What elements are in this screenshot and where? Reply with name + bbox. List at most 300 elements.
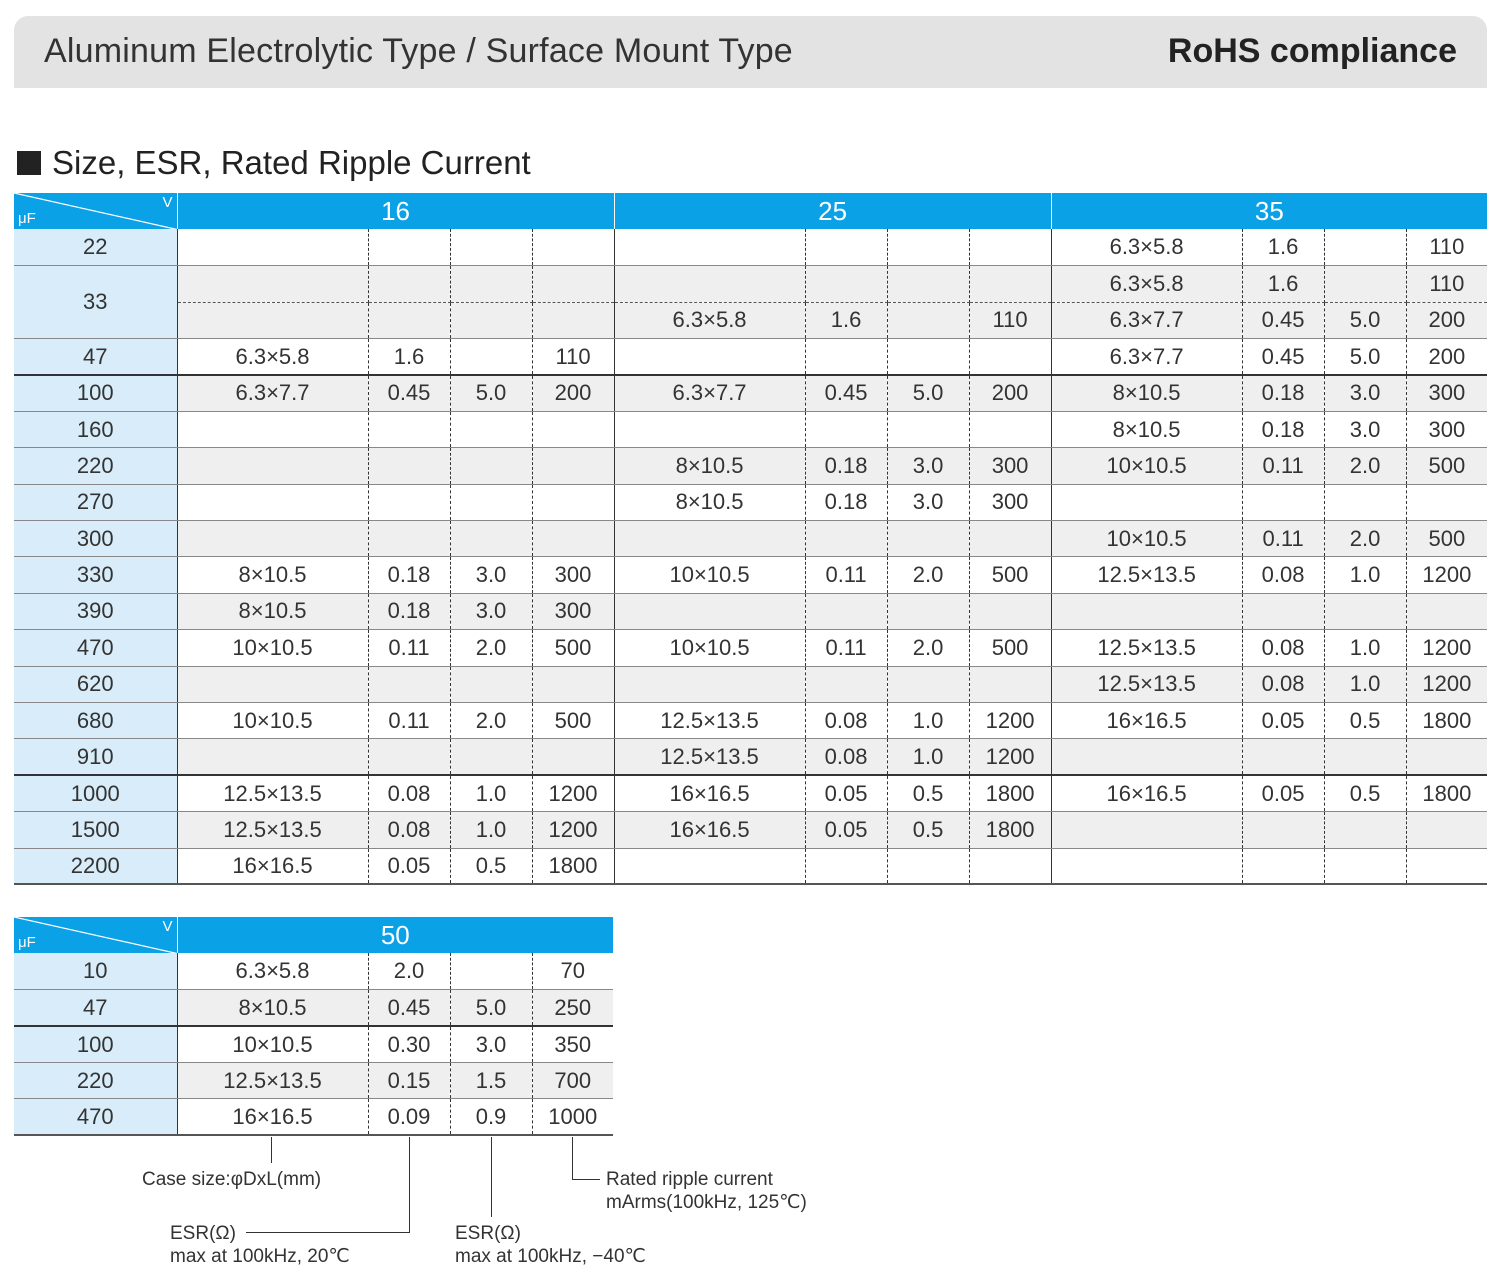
ripple-current-cell: 200 <box>1406 302 1487 338</box>
table-row <box>14 666 1487 702</box>
esr-20c-cell <box>368 411 450 447</box>
table-row <box>14 990 613 1026</box>
esr-minus40c-cell: 3.0 <box>887 448 969 484</box>
case-size-cell <box>614 229 805 265</box>
ripple-current-cell: 1800 <box>532 848 614 884</box>
ripple-current-cell <box>532 666 614 702</box>
ripple-current-cell: 200 <box>532 375 614 411</box>
ripple-current-cell: 500 <box>1406 448 1487 484</box>
esr-20c-cell: 1.6 <box>1242 266 1324 302</box>
esr-minus40c-cell: 5.0 <box>1324 339 1406 375</box>
case-size-cell: 10×10.5 <box>614 557 805 593</box>
ripple-current-cell <box>1406 848 1487 884</box>
esr-minus40c-cell <box>887 666 969 702</box>
case-size-cell: 8×10.5 <box>1051 375 1242 411</box>
table-row <box>14 266 1487 302</box>
ripple-current-cell: 70 <box>532 953 613 989</box>
legend-esrm40-line1: ESR(Ω) <box>455 1223 521 1244</box>
ripple-current-cell <box>969 848 1051 884</box>
case-size-cell: 12.5×13.5 <box>177 812 368 848</box>
table-row <box>14 411 1487 447</box>
ripple-current-cell <box>532 411 614 447</box>
esr-minus40c-cell <box>450 411 532 447</box>
esr-20c-cell: 0.11 <box>368 630 450 666</box>
esr-minus40c-cell <box>1324 739 1406 775</box>
esr-minus40c-cell <box>887 302 969 338</box>
esr-minus40c-cell: 0.5 <box>1324 775 1406 811</box>
esr-minus40c-cell: 1.0 <box>450 812 532 848</box>
legend-esr20-line1: ESR(Ω) <box>170 1223 236 1244</box>
ripple-current-cell: 1200 <box>532 775 614 811</box>
esr-20c-cell <box>805 339 887 375</box>
ripple-current-cell <box>969 266 1051 302</box>
corner-header <box>14 193 177 229</box>
case-size-cell: 12.5×13.5 <box>1051 666 1242 702</box>
capacitance-cell: 390 <box>14 593 177 629</box>
esr-20c-cell: 0.18 <box>1242 375 1324 411</box>
esr-minus40c-cell: 2.0 <box>450 630 532 666</box>
esr-minus40c-cell <box>450 229 532 265</box>
legend-case-size: Case size:φDxL(mm) <box>142 1169 322 1190</box>
capacitance-cell: 100 <box>14 375 177 411</box>
esr-20c-cell: 0.08 <box>368 775 450 811</box>
esr-minus40c-cell <box>887 848 969 884</box>
esr-20c-cell <box>368 229 450 265</box>
capacitance-cell: 300 <box>14 521 177 557</box>
case-size-cell: 8×10.5 <box>177 557 368 593</box>
esr-minus40c-cell: 1.0 <box>887 739 969 775</box>
esr-20c-cell <box>368 484 450 520</box>
esr-minus40c-cell: 1.0 <box>1324 666 1406 702</box>
case-size-cell: 16×16.5 <box>614 812 805 848</box>
esr-minus40c-cell <box>1324 593 1406 629</box>
esr-20c-cell <box>368 266 450 302</box>
esr-20c-cell: 0.11 <box>1242 521 1324 557</box>
esr-minus40c-cell: 3.0 <box>450 1026 532 1062</box>
esr-minus40c-cell <box>887 411 969 447</box>
corner-v-label: V <box>162 918 173 935</box>
esr-20c-cell <box>368 739 450 775</box>
esr-20c-cell: 0.45 <box>1242 302 1324 338</box>
case-size-cell <box>614 411 805 447</box>
esr-minus40c-cell: 5.0 <box>887 375 969 411</box>
ripple-current-cell: 700 <box>532 1063 613 1099</box>
voltage-header-16: 16 <box>177 193 614 229</box>
capacitance-cell: 680 <box>14 702 177 738</box>
capacitance-cell: 620 <box>14 666 177 702</box>
esr-minus40c-cell: 3.0 <box>1324 411 1406 447</box>
table-row <box>14 229 1487 265</box>
ripple-current-cell: 110 <box>1406 266 1487 302</box>
esr-20c-cell: 2.0 <box>368 953 450 989</box>
case-size-cell: 16×16.5 <box>177 1099 368 1135</box>
esr-minus40c-cell: 1.0 <box>450 775 532 811</box>
case-size-cell: 6.3×7.7 <box>614 375 805 411</box>
esr-minus40c-cell <box>1324 484 1406 520</box>
ripple-current-cell: 300 <box>969 484 1051 520</box>
ripple-current-cell: 1200 <box>969 739 1051 775</box>
case-size-cell: 12.5×13.5 <box>177 1063 368 1099</box>
table-row <box>14 484 1487 520</box>
esr-minus40c-cell <box>1324 848 1406 884</box>
diagonal-line-icon <box>14 917 177 953</box>
capacitance-cell: 100 <box>14 1026 177 1062</box>
esr-20c-cell: 0.18 <box>805 484 887 520</box>
diagonal-line-icon <box>14 193 177 229</box>
capacitance-cell: 160 <box>14 411 177 447</box>
esr-20c-cell: 0.45 <box>368 375 450 411</box>
esr-20c-cell: 1.6 <box>1242 229 1324 265</box>
case-size-cell: 10×10.5 <box>614 630 805 666</box>
ripple-current-cell: 300 <box>969 448 1051 484</box>
table-row <box>14 702 1487 738</box>
case-size-cell <box>177 666 368 702</box>
case-size-cell: 16×16.5 <box>1051 775 1242 811</box>
esr-20c-cell <box>368 521 450 557</box>
esr-minus40c-cell <box>1324 266 1406 302</box>
ripple-current-cell <box>969 521 1051 557</box>
esr-20c-cell: 0.11 <box>368 702 450 738</box>
ripple-current-cell <box>532 521 614 557</box>
case-size-cell: 12.5×13.5 <box>1051 630 1242 666</box>
esr-minus40c-cell: 2.0 <box>1324 521 1406 557</box>
esr-20c-cell: 0.45 <box>368 990 450 1026</box>
esr-20c-cell <box>368 302 450 338</box>
ripple-current-cell: 110 <box>532 339 614 375</box>
esr-minus40c-cell <box>887 266 969 302</box>
table-row <box>14 593 1487 629</box>
ripple-current-cell <box>1406 812 1487 848</box>
case-size-cell: 6.3×5.8 <box>614 302 805 338</box>
ripple-current-cell <box>969 666 1051 702</box>
case-size-cell <box>614 521 805 557</box>
esr-minus40c-cell: 3.0 <box>450 593 532 629</box>
ripple-current-cell: 1800 <box>969 775 1051 811</box>
esr-20c-cell: 0.11 <box>805 557 887 593</box>
esr-20c-cell: 0.05 <box>1242 702 1324 738</box>
ripple-current-cell <box>1406 484 1487 520</box>
ripple-current-cell: 1200 <box>1406 666 1487 702</box>
case-size-cell <box>177 521 368 557</box>
esr-minus40c-cell <box>450 521 532 557</box>
esr-minus40c-cell: 3.0 <box>450 557 532 593</box>
header-title: Aluminum Electrolytic Type / Surface Mount Type <box>44 32 793 70</box>
esr-20c-cell: 0.18 <box>368 593 450 629</box>
esr-20c-cell <box>805 266 887 302</box>
ripple-current-cell: 1800 <box>969 812 1051 848</box>
case-size-cell: 6.3×5.8 <box>177 953 368 989</box>
ripple-current-cell <box>1406 739 1487 775</box>
corner-uf-label: μF <box>18 210 36 228</box>
ripple-current-cell: 1000 <box>532 1099 613 1135</box>
case-size-cell: 12.5×13.5 <box>614 739 805 775</box>
esr-minus40c-cell: 0.9 <box>450 1099 532 1135</box>
capacitance-cell: 2200 <box>14 848 177 884</box>
case-size-cell <box>1051 848 1242 884</box>
table-row <box>14 1099 613 1135</box>
esr-20c-cell: 0.08 <box>1242 630 1324 666</box>
esr-minus40c-cell <box>450 339 532 375</box>
rohs-label: RoHS compliance <box>1167 32 1457 70</box>
ripple-current-cell: 350 <box>532 1026 613 1062</box>
ripple-current-cell: 1200 <box>1406 630 1487 666</box>
esr-20c-cell: 0.45 <box>805 375 887 411</box>
ripple-current-cell <box>969 593 1051 629</box>
case-size-cell: 6.3×5.8 <box>1051 229 1242 265</box>
leader-line-esrm40 <box>491 1137 492 1217</box>
esr-20c-cell: 0.05 <box>1242 775 1324 811</box>
ripple-current-cell <box>532 484 614 520</box>
case-size-cell: 6.3×7.7 <box>177 375 368 411</box>
section-heading-text: Size, ESR, Rated Ripple Current <box>52 144 531 181</box>
capacitance-cell: 47 <box>14 990 177 1026</box>
legend-ripple <box>606 1168 807 1214</box>
capacitance-cell: 470 <box>14 630 177 666</box>
esr-20c-cell: 0.11 <box>1242 448 1324 484</box>
ripple-current-cell <box>532 448 614 484</box>
esr-minus40c-cell: 5.0 <box>1324 302 1406 338</box>
table-row <box>14 739 1487 775</box>
case-size-cell: 6.3×7.7 <box>1051 302 1242 338</box>
case-size-cell: 10×10.5 <box>1051 448 1242 484</box>
esr-20c-cell: 0.08 <box>805 739 887 775</box>
esr-20c-cell: 0.05 <box>805 812 887 848</box>
esr-minus40c-cell: 0.5 <box>887 775 969 811</box>
capacitance-cell: 330 <box>14 557 177 593</box>
page-header <box>14 16 1487 88</box>
esr-minus40c-cell: 5.0 <box>450 375 532 411</box>
case-size-cell <box>177 411 368 447</box>
case-size-cell <box>177 266 368 302</box>
legend-ripple-line2: mArms(100kHz, 125℃) <box>606 1192 807 1213</box>
ripple-current-cell: 110 <box>1406 229 1487 265</box>
table-row <box>14 448 1487 484</box>
case-size-cell: 8×10.5 <box>614 448 805 484</box>
corner-header <box>14 917 177 953</box>
case-size-cell: 6.3×5.8 <box>1051 266 1242 302</box>
ripple-current-cell: 500 <box>969 557 1051 593</box>
esr-20c-cell: 1.6 <box>805 302 887 338</box>
esr-minus40c-cell <box>450 266 532 302</box>
case-size-cell <box>1051 593 1242 629</box>
esr-20c-cell: 0.18 <box>805 448 887 484</box>
esr-20c-cell: 0.05 <box>368 848 450 884</box>
ripple-current-cell: 300 <box>532 593 614 629</box>
esr-minus40c-cell: 2.0 <box>450 702 532 738</box>
esr-minus40c-cell: 2.0 <box>887 630 969 666</box>
corner-uf-label: μF <box>18 934 36 952</box>
esr-minus40c-cell: 1.0 <box>887 702 969 738</box>
esr-20c-cell: 0.08 <box>1242 557 1324 593</box>
capacitance-cell: 10 <box>14 953 177 989</box>
ripple-current-cell: 200 <box>969 375 1051 411</box>
case-size-cell <box>1051 484 1242 520</box>
case-size-cell: 10×10.5 <box>177 702 368 738</box>
esr-20c-cell: 0.05 <box>805 775 887 811</box>
case-size-cell: 16×16.5 <box>614 775 805 811</box>
esr-20c-cell: 0.18 <box>1242 411 1324 447</box>
case-size-cell: 16×16.5 <box>177 848 368 884</box>
ripple-current-cell <box>1406 593 1487 629</box>
case-size-cell <box>1051 812 1242 848</box>
case-size-cell <box>1051 739 1242 775</box>
esr-20c-cell: 0.45 <box>1242 339 1324 375</box>
ripple-current-cell: 500 <box>1406 521 1487 557</box>
ripple-current-cell <box>532 229 614 265</box>
leader-line-ripple-v <box>572 1137 573 1180</box>
ripple-current-cell: 1200 <box>969 702 1051 738</box>
esr-20c-cell <box>805 848 887 884</box>
esr-20c-cell <box>368 666 450 702</box>
case-size-cell: 12.5×13.5 <box>177 775 368 811</box>
esr-20c-cell: 0.18 <box>368 557 450 593</box>
case-size-cell <box>177 739 368 775</box>
table-row <box>14 848 1487 884</box>
esr-20c-cell: 0.08 <box>1242 666 1324 702</box>
esr-20c-cell: 0.09 <box>368 1099 450 1135</box>
esr-20c-cell <box>1242 739 1324 775</box>
ripple-current-cell: 1200 <box>1406 557 1487 593</box>
esr-minus40c-cell <box>450 448 532 484</box>
case-size-cell: 8×10.5 <box>177 990 368 1026</box>
esr-minus40c-cell <box>450 302 532 338</box>
ripple-current-cell: 500 <box>532 702 614 738</box>
esr-minus40c-cell <box>450 484 532 520</box>
ripple-current-cell: 200 <box>1406 339 1487 375</box>
ripple-current-cell: 300 <box>532 557 614 593</box>
table-row <box>14 339 1487 375</box>
table-row <box>14 630 1487 666</box>
case-size-cell: 10×10.5 <box>177 1026 368 1062</box>
esr-minus40c-cell <box>887 339 969 375</box>
esr-minus40c-cell: 0.5 <box>1324 702 1406 738</box>
case-size-cell: 8×10.5 <box>614 484 805 520</box>
ripple-current-cell <box>532 739 614 775</box>
esr-20c-cell: 0.15 <box>368 1063 450 1099</box>
esr-20c-cell: 0.08 <box>805 702 887 738</box>
case-size-cell: 16×16.5 <box>1051 702 1242 738</box>
ripple-current-cell: 500 <box>969 630 1051 666</box>
ripple-current-cell: 1800 <box>1406 702 1487 738</box>
ripple-current-cell <box>969 411 1051 447</box>
ripple-current-cell: 300 <box>1406 375 1487 411</box>
table-row <box>14 775 1487 811</box>
case-size-cell <box>614 266 805 302</box>
esr-minus40c-cell: 0.5 <box>887 812 969 848</box>
esr-minus40c-cell: 5.0 <box>450 990 532 1026</box>
voltage-header-25: 25 <box>614 193 1051 229</box>
spec-table-main <box>14 193 1487 885</box>
esr-minus40c-cell: 3.0 <box>1324 375 1406 411</box>
esr-20c-cell <box>805 521 887 557</box>
esr-minus40c-cell <box>450 739 532 775</box>
ripple-current-cell: 1200 <box>532 812 614 848</box>
esr-minus40c-cell <box>450 953 532 989</box>
case-size-cell <box>177 448 368 484</box>
esr-20c-cell <box>1242 593 1324 629</box>
ripple-current-cell: 300 <box>1406 411 1487 447</box>
legend-esr20 <box>170 1222 350 1268</box>
esr-20c-cell <box>1242 812 1324 848</box>
case-size-cell <box>177 302 368 338</box>
section-heading <box>17 144 531 182</box>
esr-minus40c-cell <box>887 229 969 265</box>
capacitance-cell: 270 <box>14 484 177 520</box>
ripple-current-cell <box>532 302 614 338</box>
esr-20c-cell <box>805 666 887 702</box>
case-size-cell: 6.3×7.7 <box>1051 339 1242 375</box>
case-size-cell: 8×10.5 <box>1051 411 1242 447</box>
case-size-cell: 6.3×5.8 <box>177 339 368 375</box>
esr-20c-cell: 0.11 <box>805 630 887 666</box>
capacitance-cell: 1500 <box>14 812 177 848</box>
table-row <box>14 1063 613 1099</box>
esr-minus40c-cell <box>1324 812 1406 848</box>
case-size-cell <box>614 593 805 629</box>
table-row <box>14 953 613 989</box>
ripple-current-cell <box>969 339 1051 375</box>
capacitance-cell: 22 <box>14 229 177 265</box>
case-size-cell: 8×10.5 <box>177 593 368 629</box>
esr-20c-cell <box>805 593 887 629</box>
legend-esrm40 <box>455 1222 646 1268</box>
capacitance-cell: 220 <box>14 1063 177 1099</box>
esr-20c-cell: 0.30 <box>368 1026 450 1062</box>
esr-20c-cell: 1.6 <box>368 339 450 375</box>
capacitance-cell: 1000 <box>14 775 177 811</box>
capacitance-cell: 470 <box>14 1099 177 1135</box>
ripple-current-cell <box>532 266 614 302</box>
table-row <box>14 302 1487 338</box>
case-size-cell: 10×10.5 <box>177 630 368 666</box>
leader-line-case-size <box>271 1137 272 1163</box>
esr-minus40c-cell <box>887 521 969 557</box>
legend-esr20-line2: max at 100kHz, 20℃ <box>170 1246 350 1267</box>
capacitance-cell: 33 <box>14 266 177 339</box>
ripple-current-cell: 1800 <box>1406 775 1487 811</box>
case-size-cell <box>614 666 805 702</box>
capacitance-cell: 220 <box>14 448 177 484</box>
ripple-current-cell: 110 <box>969 302 1051 338</box>
table-row <box>14 521 1487 557</box>
leader-line-esr20-v <box>409 1137 410 1233</box>
voltage-header-35: 35 <box>1051 193 1487 229</box>
esr-minus40c-cell <box>1324 229 1406 265</box>
case-size-cell <box>614 339 805 375</box>
esr-minus40c-cell: 2.0 <box>887 557 969 593</box>
esr-20c-cell <box>805 229 887 265</box>
case-size-cell: 12.5×13.5 <box>614 702 805 738</box>
table-row <box>14 812 1487 848</box>
esr-minus40c-cell: 0.5 <box>450 848 532 884</box>
esr-minus40c-cell: 1.5 <box>450 1063 532 1099</box>
esr-minus40c-cell: 1.0 <box>1324 630 1406 666</box>
capacitance-cell: 47 <box>14 339 177 375</box>
ripple-current-cell: 500 <box>532 630 614 666</box>
esr-20c-cell <box>1242 848 1324 884</box>
esr-20c-cell <box>805 411 887 447</box>
capacitance-cell: 910 <box>14 739 177 775</box>
leader-line-ripple-h <box>572 1179 600 1180</box>
esr-minus40c-cell <box>887 593 969 629</box>
spec-table-50v <box>14 917 613 1136</box>
case-size-cell <box>614 848 805 884</box>
table-row <box>14 1026 613 1062</box>
ripple-current-cell <box>969 229 1051 265</box>
square-bullet-icon <box>17 151 41 175</box>
table-row <box>14 375 1487 411</box>
corner-v-label: V <box>162 194 173 211</box>
